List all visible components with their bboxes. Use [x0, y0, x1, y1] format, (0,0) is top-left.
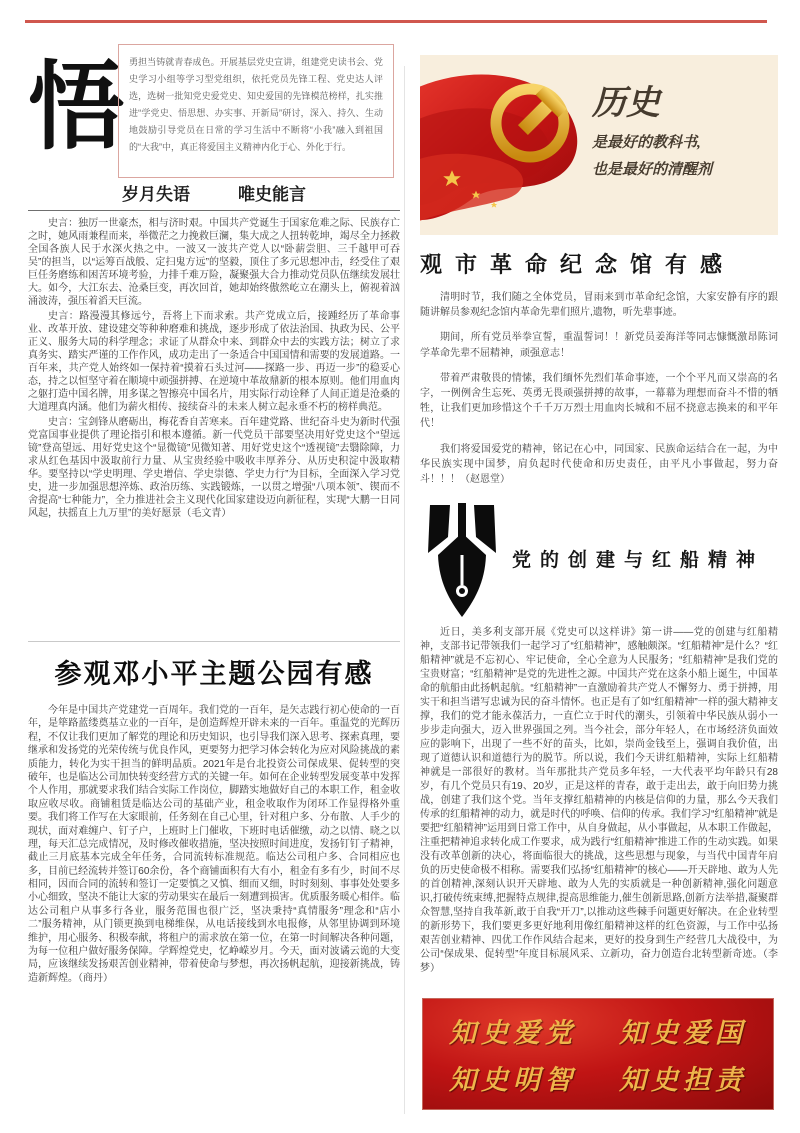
slogan-banner	[422, 998, 774, 1110]
slogan-text: 知史爱党	[449, 1018, 577, 1048]
slogan-text: 知史担责	[619, 1065, 747, 1095]
heading-right: 唯史能言	[238, 185, 306, 204]
banner-quote	[592, 85, 712, 183]
memorial-article-title: 观市革命纪念馆有感	[420, 252, 736, 277]
slogan-row-1	[449, 1011, 747, 1050]
banner-quote-line2: 也是最好的清醒剂	[592, 161, 713, 178]
memorial-article-body	[420, 290, 778, 502]
banner-quote-line1: 是最好的教科书,	[592, 135, 701, 152]
memorial-paragraph: 清明时节，我们随之全体党员，冒雨来到市革命纪念馆，大家安静有序的跟随讲解员参观纪念馆内革命先辈们照片,遗物，听先辈事迹。	[420, 292, 778, 319]
top-red-rule	[25, 20, 767, 23]
history-section-heading	[28, 180, 400, 205]
masthead-character: 悟	[28, 54, 124, 161]
redboat-article-header	[420, 503, 778, 621]
banner-quote-title: 历史	[592, 85, 660, 122]
history-section-body	[28, 217, 400, 639]
memorial-paragraph: 带着严肃敬畏的情愫，我们缅怀先烈们革命事迹，一个个平凡而又崇高的名字，一例例舍生忘死、英勇无畏顽强拼搏的故事，一幕幕为理想而奋斗不惜的牺牲，让我们更加珍惜这个千千万万烈士用血肉长城和不屈不挠意志换来的和平年代！	[420, 372, 778, 430]
fountain-pen-icon	[420, 503, 504, 621]
history-paragraph: 史言：路漫漫其修远兮，吾将上下而求索。共产党成立后，接踵经历了革命事业、改革开放、建设建交等种种磨难和挑战，逐步形成了依法治国、执政为民、公平正义、服务大局的科学理念；求证了从群众中来、到群众中去的实践方法；树立了求真务实、踏实严谨的工作作风，成功走出了一条适合中国国情和需要的发展道路。一百年来，共产党人始终如一保持着“摸着石头过河——探路一步、再迈一步”的稳妥心态，持之以恒坚守着在顺境中顽强拼搏、在逆境中革故鼎新的根本原则。他们用血肉之躯打造中国名牌，用多谋之智擦亮中国名片，用实际行动诠释了人间正道是沧桑的大道理真内涵。他们为薪火相传、接续奋斗的未来人树立起永垂不朽的榜样典范。	[28, 311, 400, 413]
slogan-row-2	[449, 1058, 747, 1097]
deng-article-paragraph: 今年是中国共产党建党一百周年。我们党的一百年，是矢志践行初心使命的一百年，是筚路蓝缕奠基立业的一百年，是创造辉煌开辟未来的一百年。重温党的光辉历程，不仅让我们更加了解党的理论和历史知识，也引导我们深入思考、探索真理，要继承和发扬党的光荣传统与优良作风，更要努力把学习体会转化为应对风险挑战的素质能力，转化为实干担当的鲜明品质。2021年是台北投资公司保成果、促转型的突破年，也是临达公司加快转变经营方式的关键一年。如何在企业转型发展变革中发挥个人作用，那就要求我们结合实际工作岗位，脚踏实地做好自己的本职工作，租金收取应收尽收。商铺租赁是临达公司的基础产业，租金收取作为闭环工作显得格外重要。我们将工作写在大家眼前，任务刻在自己心里，针对租户多、分布散、人手少的现状，面对难缠户、钉子户，上班时上门催收，下班时电话催缴，动之以情、晓之以理，每天汇总完成情况，及时修改催收措施，坚决按照时间进度，发扬钉钉子精神，截止三月底基本完成全年任务，合同流转标准规范。临达公司租户多、合同相应也多，目前已经流转并签订60余份，各个商铺面积有大有小，租金有多有少，时间不尽相同，因而合同的流转和签订一定要慎之又慎、细而又细，时时刻刻、事事处处要多小心细致，坚决不能让大家的劳动果实在最后一刻遭到损害。优质服务暖心相伴。临达公司租户从事多行各业，服务范围也很广泛，坚决秉持“真情服务”理念和“店小二”服务精神，从门锁更换到电梯维保，从电话接线到水电报修，从邻里协调到环境维护，用心服务、积极奉献，将租户的需求放在第一位，在第一时间解决各种问题，为每一位租户做好服务保障。学辉煌党史，忆峥嵘岁月。今天，面对波谲云诡的大变局，应该继续发扬艰苦创业精神，带着使命与梦想，再次扬帆起航，迎接新挑战，铸造新辉煌。（商丹）	[28, 705, 400, 984]
intro-box-text: 勇担当铸就青春成色。开展基层党史宣讲，组建党史读书会、党史学习小组等学习型党组织，依托党员先锋工程、党史达人评选，选树一批知党史爱党史、知史爱国的先锋模范榜样，扎实推进“学党史、悟思想、办实事、开新局”研讨，深入、持久、生动地鼓励引导党员在日常的学习生活中不断将“小我”融入到祖国的“大我”中，真正将爱国主义精神内化于心、外化于行。	[129, 57, 383, 153]
slogan-text: 知史明智	[449, 1065, 577, 1095]
memorial-paragraph: 我们将爱国爱党的精神，铭记在心中，同国家、民族命运结合在一起，为中华民族实现中国梦，肩负起时代使命和历史责任，由平凡小事做起，努力奋斗！！！（赵恩堂）	[420, 443, 778, 485]
memorial-paragraph: 期间，所有党员举拳宣誓，重温誓词！！新党员姜海洋等同志慷慨激昂陈词学革命先辈不屈精神，顽强意志！	[420, 332, 778, 359]
intro-box	[118, 44, 394, 178]
history-paragraph: 史言：宝剑锋从磨砺出，梅花香自苦寒来。百年建党路、世纪奋斗史为新时代强党富国事业提供了理论指引和根本遵循。新一代党员干部要坚决用好党史这个“望远镜”登高望远、用好党史这个“显微镜”见微知著、用好党史这个“透视镜”去翳除障，力求从红色基因中汲取前行力量、从宝贵经验中吸收丰厚养分、从历史积淀中汲取精华。要坚持以“学史明理、学史增信、学史崇德、学史力行”为目标，全面深入学习党史，进一步加强思想淬炼、政治历练、实践锻炼，一以贯之增强“八项本领”、锲而不舍提高“七种能力”，全力推进社会主义现代化国家建设迈向新征程，实现“大鹏一日同风起，扶摇直上九万里”的美好愿景（毛文青）	[28, 417, 400, 519]
heading-rule	[28, 210, 400, 211]
redboat-article-title: 党的创建与红船精神	[512, 550, 765, 571]
history-quote-banner	[420, 55, 778, 235]
heading-left: 岁月失语	[122, 185, 190, 204]
history-paragraph: 史言：独厉一世豪杰，相与济时艰。中国共产党诞生于国家危难之际、民族存亡之时，她风雨兼程而来，举微茫之力挽救巨澜，集大成之人扭转乾坤，竭尽全力拯救全国各族人民于水深火热之中。一波又一波共产党人以“卧薪尝胆、三千越甲可吞吴”的担当，以“运筹百战般、定扫鬼方远”的坚毅，顶住了多元思想冲击，经受住了艰巨任务磨练和困苦环境考验，力排千难万险，凝聚强大合力推动党员队伍继续发展壮大。如今，大江东去、沧桑巨变，再次回首，她却始终傲然屹立在潮头上，俯视着汹涌波涛，强压着滔天巨流。	[28, 218, 400, 307]
deng-article-body	[28, 704, 400, 1068]
party-flag-emblem-icon	[420, 61, 614, 231]
slogan-text: 知史爱国	[619, 1018, 747, 1048]
deng-article-title: 参观邓小平主题公园有感	[54, 659, 374, 689]
redboat-article-body	[420, 626, 778, 990]
column-divider	[404, 66, 405, 1114]
redboat-article-paragraph: 近日，美多利支部开展《党史可以这样讲》第一讲——党的创建与红船精神，支部书记带领我们一起学习了“红船精神”，感触颇深。“红船精神”是什么？“红船精神”就是不忘初心、牢记使命，全心全意为人民服务；“红船精神”是我们党的宝贵财富；“红船精神”是党的先进性之源。中国共产党在这条小船上诞生，中国革命的航船由此扬帆起航。“红船精神”一直激励着共产党人不懈努力、勇于拼搏，用实干和担当谱写忠诚为民的奋斗情怀。也正是有了如“红船精神”一样的强大精神支撑，我们的党才能永葆活力，一直伫立于时代的潮头，引领着中华民族从弱小一步步走向强大，迈入世界强国之列。当今社会，部分年轻人，在市场经济负面效应的影响下，出现了一些不好的苗头，比如，崇尚金钱至上，强调自我价值，出现了道德认识和道德行为的脱节。所以说，我们今天讲红船精神，实际上红船精神就是一部很好的教材。当年那批共产党员多年轻，一大代表平均年龄只有28岁，有几个党员只有19、20岁，正是这样的青春，敢于走出去，敢于向旧势力挑战，创建了我们这个党。当年支撑红船精神的内核是信仰的力量，那么今天我们传承的红船精神的动力，就是时代的呼唤、信仰的传承。我们学习“红船精神”就是要把“红船精神”运用到日常工作中，从自身做起，从小事做起，从本职工作做起，注重把精神追求转化成工作要求，成为践行“红船精神”推进工作的生动实践。如果没有改革创新的决心，将面临很大的挑战，这些思想与现象，与当代中国青年肩负的历史使命极不相称。需要我们弘扬“红船精神”的核心——开天辟地、敢为人先的首创精神,深刻认识开天辟地、敢为人先的实质就是一种创新精神,强化问题意识,打破传统束缚,把握特点规律,提高思维能力,催生创新思路,创新方法举措,凝聚群众智慧,坚持自我革新,敢于自我“开刀”,以推动这些棘手问题更好解决。在企业转型的新形势下，我们要更多更好地利用像红船精神这样的红色资源，与工作中弘扬艰苦创业精神、四优工作作风结合起来，更好的投身到生产经营几大战役中，为公司“保成果、促转型”年度目标展风采、立新功，奋力创造台北转型新奇迹。（李梦）	[420, 627, 778, 974]
article-divider	[28, 641, 400, 642]
